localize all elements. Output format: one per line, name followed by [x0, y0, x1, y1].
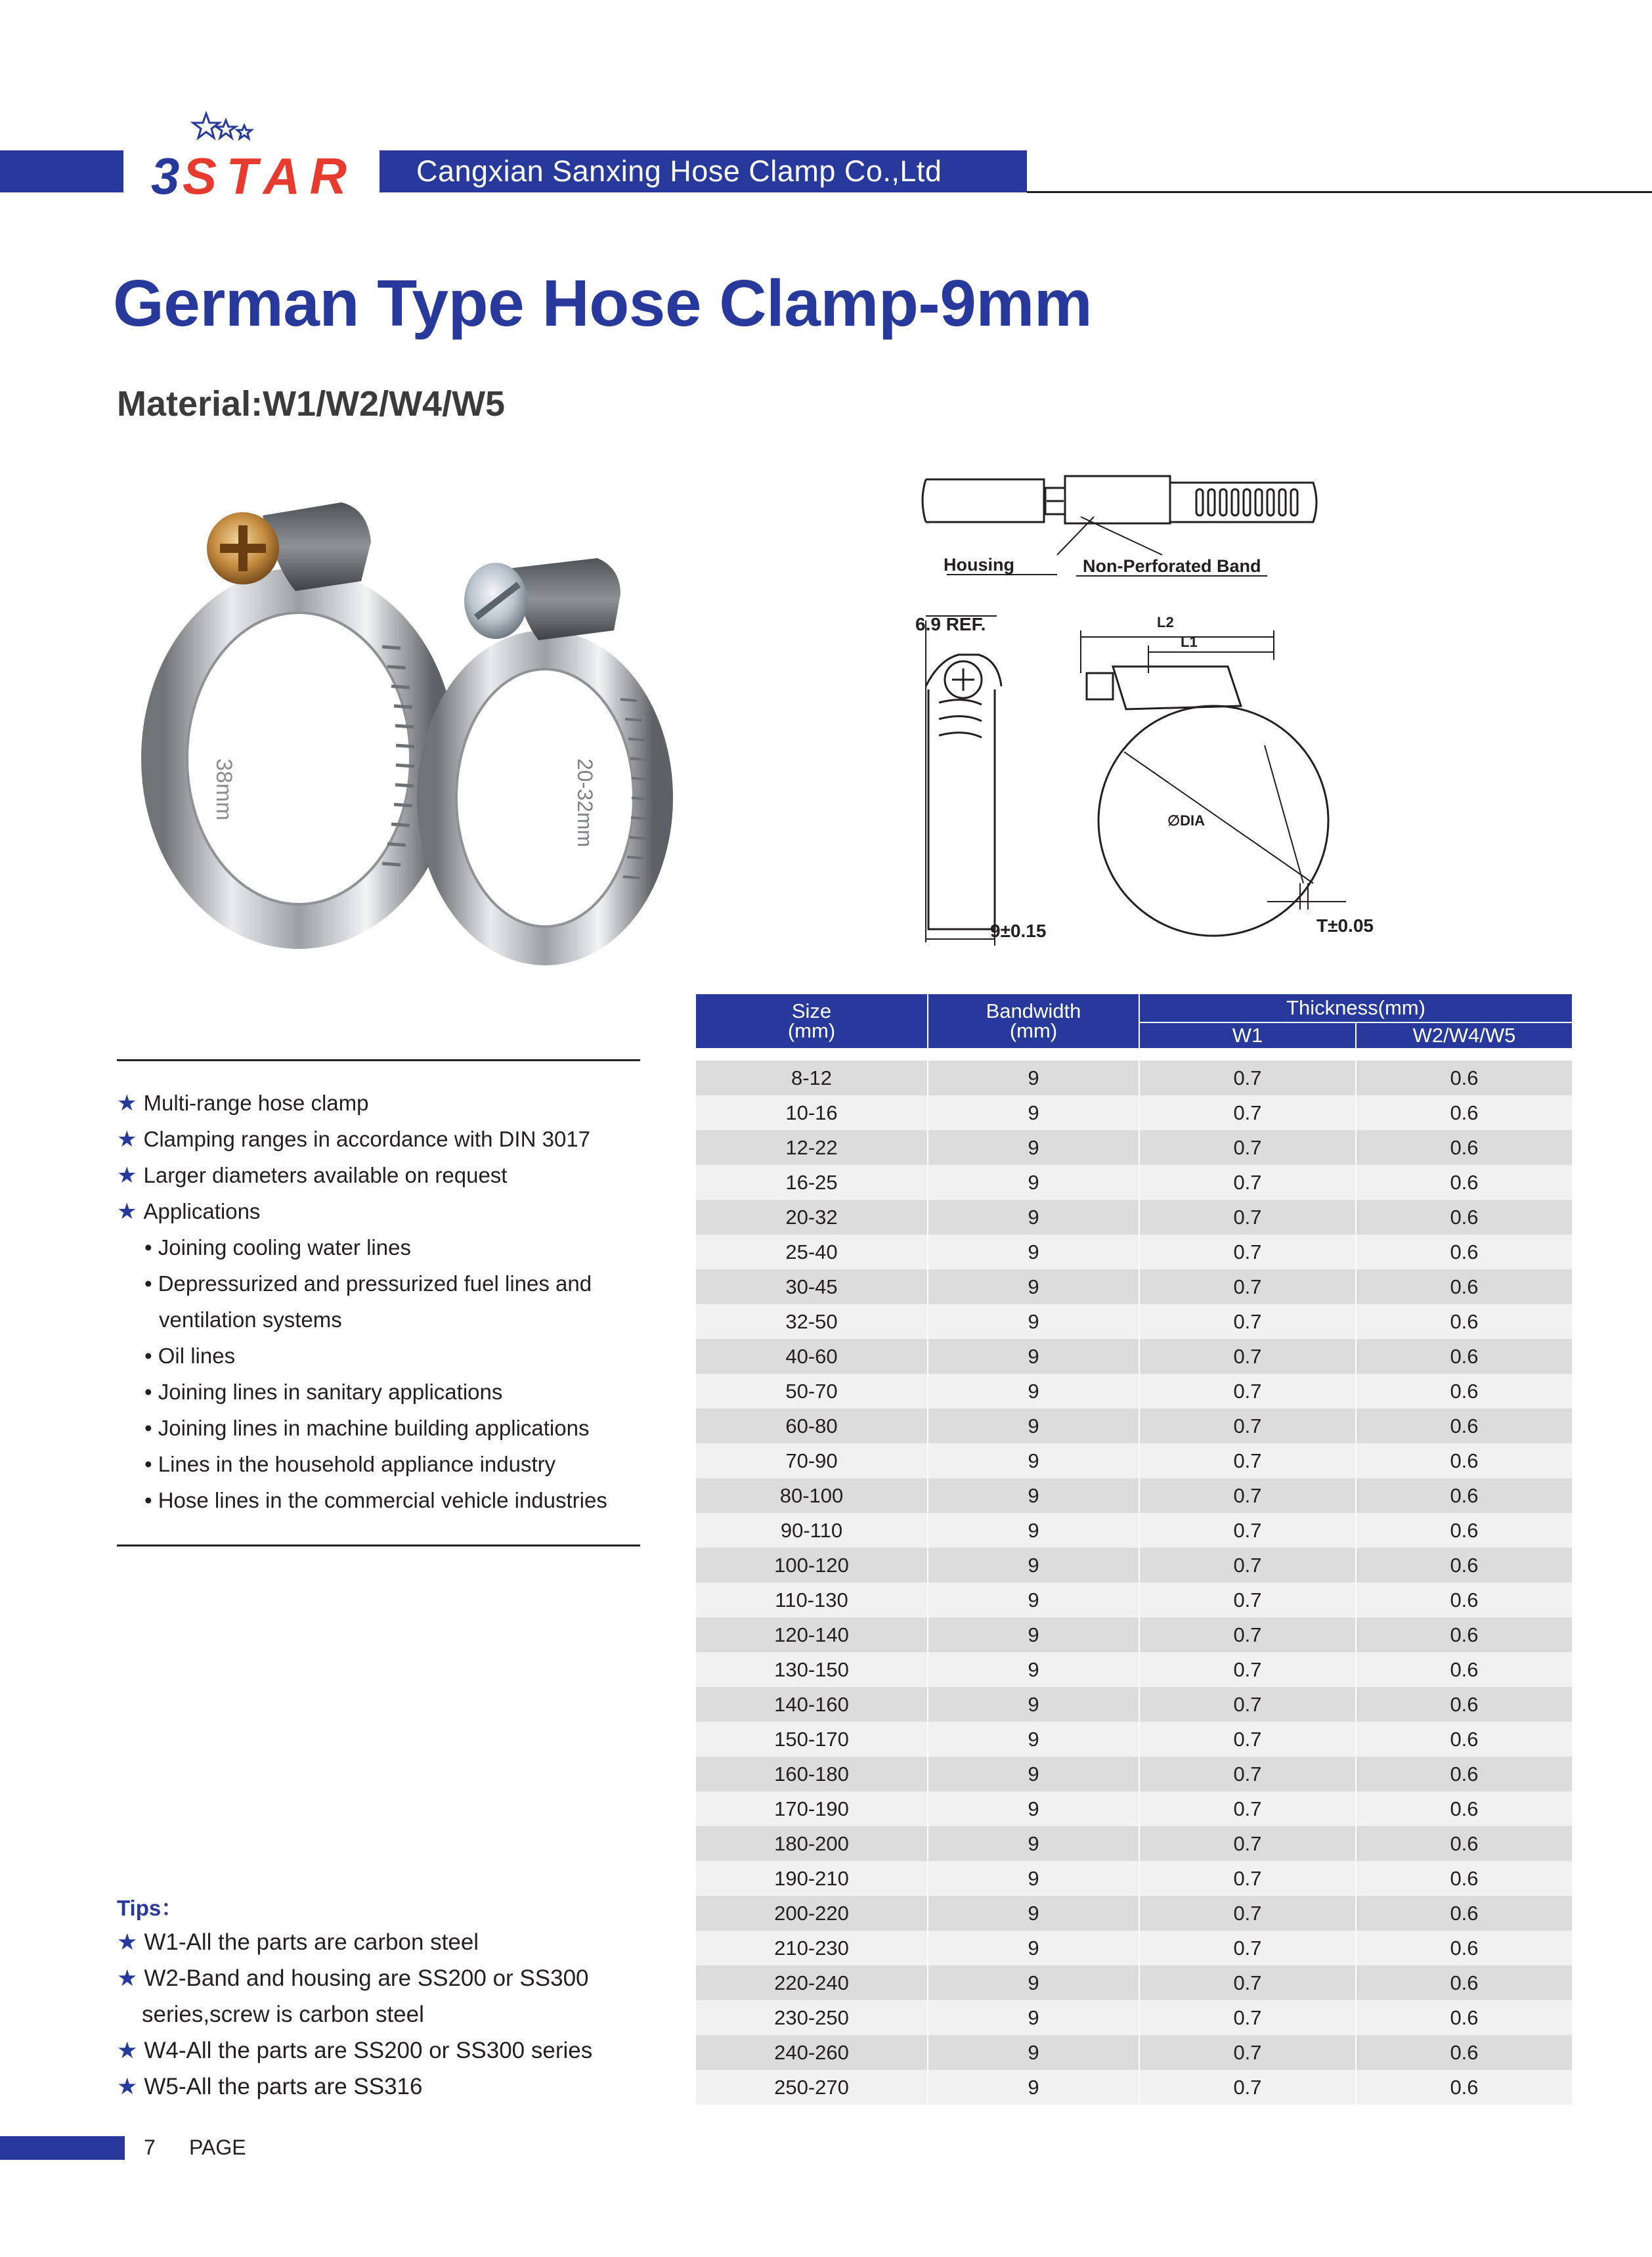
bandwidth-cell: 9: [928, 1165, 1139, 1200]
bandwidth-header: Bandwidth (mm): [928, 994, 1139, 1049]
size-cell: 16-25: [695, 1165, 928, 1200]
bandwidth-cell: 9: [928, 1791, 1139, 1826]
size-cell: 110-130: [695, 1583, 928, 1617]
bandwidth-cell: 9: [928, 1861, 1139, 1896]
table-row: [695, 2000, 1573, 2035]
bandwidth-cell: 9: [928, 1513, 1139, 1548]
w1-cell: 0.7: [1139, 1548, 1356, 1583]
size-cell: 60-80: [695, 1409, 928, 1443]
thickness-header: Thickness(mm): [1139, 994, 1573, 1022]
features-bottom-rule: [117, 1545, 640, 1546]
bandwidth-cell: 9: [928, 1548, 1139, 1583]
size-cell: 12-22: [695, 1130, 928, 1165]
w2-cell: 0.6: [1356, 1235, 1573, 1269]
w1-cell: 0.7: [1139, 1304, 1356, 1339]
size-cell: 170-190: [695, 1791, 928, 1826]
page-number: 7: [144, 2136, 156, 2159]
w2-cell: 0.6: [1356, 1687, 1573, 1722]
bandwidth-cell: 9: [928, 1409, 1139, 1443]
w1-cell: 0.7: [1139, 1583, 1356, 1617]
star-icon: ★: [117, 2038, 138, 2063]
bandwidth-cell: 9: [928, 2070, 1139, 2105]
w2-cell: 0.6: [1356, 1652, 1573, 1687]
table-row: [695, 1896, 1573, 1931]
table-spacer-row: [695, 1049, 1573, 1061]
table-row: [695, 1269, 1573, 1304]
w2-cell: 0.6: [1356, 1896, 1573, 1931]
size-header: Size (mm): [695, 994, 928, 1049]
table-row: [695, 1304, 1573, 1339]
table-row: [695, 1478, 1573, 1513]
feature-list: [117, 1085, 642, 1518]
band-label: Non-Perforated Band: [1083, 556, 1261, 576]
application-item: • Joining lines in sanitary applications: [144, 1380, 503, 1404]
bandwidth-cell: 9: [928, 1304, 1139, 1339]
bandwidth-cell: 9: [928, 1896, 1139, 1931]
bandwidth-cell: 9: [928, 2000, 1139, 2035]
w2-cell: 0.6: [1356, 1304, 1573, 1339]
feature-item: ★ Applications: [117, 1199, 261, 1224]
w1-cell: 0.7: [1139, 2035, 1356, 2070]
tip-item: ★ W2-Band and housing are SS200 or SS300: [117, 1965, 589, 1991]
bandwidth-cell: 9: [928, 1652, 1139, 1687]
w2-cell: 0.6: [1356, 1478, 1573, 1513]
size-cell: 100-120: [695, 1548, 928, 1583]
size-cell: 30-45: [695, 1269, 928, 1304]
l1-label: L1: [1181, 634, 1198, 650]
band-stamp-small: 20-32mm: [573, 758, 597, 848]
table-row: [695, 1548, 1573, 1583]
table-row: [695, 1652, 1573, 1687]
table-row: [695, 1791, 1573, 1826]
w1-cell: 0.7: [1139, 1339, 1356, 1374]
bandwidth-cell: 9: [928, 1339, 1139, 1374]
bandwidth-cell: 9: [928, 1722, 1139, 1757]
material-line: Material:W1/W2/W4/W5: [117, 384, 506, 424]
w2-cell: 0.6: [1356, 1269, 1573, 1304]
table-row: [695, 1374, 1573, 1409]
w2-cell: 0.6: [1356, 1339, 1573, 1374]
w1-header: W1: [1139, 1022, 1356, 1049]
application-item: • Joining lines in machine building applications: [144, 1416, 590, 1440]
w2-header: W2/W4/W5: [1356, 1022, 1573, 1049]
w1-cell: 0.7: [1139, 1200, 1356, 1235]
w1-cell: 0.7: [1139, 2070, 1356, 2105]
tips-list: [117, 1924, 642, 2105]
size-cell: 40-60: [695, 1339, 928, 1374]
w1-cell: 0.7: [1139, 1513, 1356, 1548]
size-cell: 20-32: [695, 1200, 928, 1235]
w2-cell: 0.6: [1356, 1374, 1573, 1409]
w1-cell: 0.7: [1139, 1478, 1356, 1513]
table-row: [695, 2035, 1573, 2070]
size-cell: 8-12: [695, 1061, 928, 1095]
feature-item: ★ Multi-range hose clamp: [117, 1091, 369, 1116]
w1-cell: 0.7: [1139, 1791, 1356, 1826]
w1-cell: 0.7: [1139, 1095, 1356, 1130]
w1-cell: 0.7: [1139, 1443, 1356, 1478]
table-row: [695, 1513, 1573, 1548]
footer-accent-bar: [0, 2136, 125, 2160]
star-icon: ★: [117, 1091, 137, 1116]
w1-cell: 0.7: [1139, 1896, 1356, 1931]
size-cell: 240-260: [695, 2035, 928, 2070]
size-cell: 32-50: [695, 1304, 928, 1339]
bandwidth-cell: 9: [928, 1617, 1139, 1652]
bandwidth-cell: 9: [928, 2035, 1139, 2070]
w1-cell: 0.7: [1139, 1931, 1356, 1965]
w1-cell: 0.7: [1139, 1130, 1356, 1165]
size-cell: 220-240: [695, 1965, 928, 2000]
w1-cell: 0.7: [1139, 1826, 1356, 1861]
feature-item: ★ Clamping ranges in accordance with DIN 3017: [117, 1127, 591, 1152]
table-row: [695, 1931, 1573, 1965]
star-icon: ★: [117, 1929, 138, 1955]
housing-label: Housing: [944, 555, 1014, 575]
bandwidth-cell: 9: [928, 1235, 1139, 1269]
bandwidth-cell: 9: [928, 1061, 1139, 1095]
size-cell: 130-150: [695, 1652, 928, 1687]
w1-cell: 0.7: [1139, 1965, 1356, 2000]
bandwidth-cell: 9: [928, 1478, 1139, 1513]
w1-cell: 0.7: [1139, 1235, 1356, 1269]
tip-item: series,screw is carbon steel: [142, 2002, 424, 2027]
w2-cell: 0.6: [1356, 1409, 1573, 1443]
product-photo: [125, 470, 703, 975]
feature-item: ★ Larger diameters available on request: [117, 1163, 508, 1188]
tip-item: ★ W5-All the parts are SS316: [117, 2074, 423, 2099]
w2-cell: 0.6: [1356, 1130, 1573, 1165]
header-accent-bar: [0, 150, 123, 192]
w2-cell: 0.6: [1356, 1061, 1573, 1095]
svg-text:STAR: STAR: [183, 147, 347, 200]
ref-label: 6.9 REF.: [915, 614, 986, 634]
table-row: [695, 1583, 1573, 1617]
w2-cell: 0.6: [1356, 1965, 1573, 2000]
bandwidth-cell: 9: [928, 1095, 1139, 1130]
w1-cell: 0.7: [1139, 1374, 1356, 1409]
table-row: [695, 1235, 1573, 1269]
svg-text:3: 3: [151, 147, 180, 200]
header-bar: [380, 150, 1027, 192]
table-row: [695, 1095, 1573, 1130]
w2-cell: 0.6: [1356, 1757, 1573, 1791]
w1-cell: 0.7: [1139, 1269, 1356, 1304]
size-cell: 180-200: [695, 1826, 928, 1861]
size-cell: 250-270: [695, 2070, 928, 2105]
w1-cell: 0.7: [1139, 1757, 1356, 1791]
application-item: • Oil lines: [144, 1344, 236, 1368]
size-cell: 120-140: [695, 1617, 928, 1652]
bandwidth-cell: 9: [928, 1443, 1139, 1478]
star-icon: ★: [117, 1199, 137, 1224]
table-row: [695, 1722, 1573, 1757]
size-cell: 80-100: [695, 1478, 928, 1513]
table-row: [695, 1826, 1573, 1861]
w2-cell: 0.6: [1356, 1443, 1573, 1478]
w2-cell: 0.6: [1356, 1861, 1573, 1896]
w2-cell: 0.6: [1356, 1583, 1573, 1617]
w2-cell: 0.6: [1356, 1931, 1573, 1965]
w2-cell: 0.6: [1356, 1513, 1573, 1548]
l2-label: L2: [1157, 614, 1174, 630]
technical-drawing: [900, 463, 1412, 962]
table-row: [695, 1687, 1573, 1722]
w2-cell: 0.6: [1356, 1722, 1573, 1757]
application-item: • Depressurized and pressurized fuel lines and: [144, 1271, 592, 1296]
w2-cell: 0.6: [1356, 2070, 1573, 2105]
w1-cell: 0.7: [1139, 1722, 1356, 1757]
application-item: • Hose lines in the commercial vehicle industries: [144, 1488, 607, 1512]
tip-item: ★ W1-All the parts are carbon steel: [117, 1929, 479, 1955]
size-cell: 210-230: [695, 1931, 928, 1965]
w1-cell: 0.7: [1139, 1861, 1356, 1896]
bandwidth-cell: 9: [928, 1826, 1139, 1861]
w2-cell: 0.6: [1356, 1791, 1573, 1826]
size-cell: 200-220: [695, 1896, 928, 1931]
size-cell: 90-110: [695, 1513, 928, 1548]
w2-cell: 0.6: [1356, 1548, 1573, 1583]
w1-cell: 0.7: [1139, 1409, 1356, 1443]
table-row: [695, 1409, 1573, 1443]
page-title: German Type Hose Clamp-9mm: [113, 267, 1093, 340]
width-label: 9±0.15: [990, 921, 1047, 941]
w1-cell: 0.7: [1139, 2000, 1356, 2035]
bandwidth-cell: 9: [928, 1200, 1139, 1235]
company-logo: [146, 108, 356, 200]
tips-title: Tips：: [117, 1896, 183, 1920]
w2-cell: 0.6: [1356, 2035, 1573, 2070]
size-cell: 50-70: [695, 1374, 928, 1409]
w2-cell: 0.6: [1356, 1165, 1573, 1200]
w2-cell: 0.6: [1356, 1095, 1573, 1130]
size-cell: 25-40: [695, 1235, 928, 1269]
tip-item: ★ W4-All the parts are SS200 or SS300 series: [117, 2038, 593, 2063]
size-cell: 140-160: [695, 1687, 928, 1722]
table-row: [695, 1617, 1573, 1652]
w1-cell: 0.7: [1139, 1061, 1356, 1095]
bandwidth-cell: 9: [928, 1269, 1139, 1304]
w1-cell: 0.7: [1139, 1652, 1356, 1687]
w2-cell: 0.6: [1356, 2000, 1573, 2035]
w2-cell: 0.6: [1356, 1826, 1573, 1861]
bandwidth-cell: 9: [928, 1687, 1139, 1722]
star-icon: ★: [117, 1965, 138, 1991]
spec-table: [695, 993, 1573, 2105]
w1-cell: 0.7: [1139, 1617, 1356, 1652]
header-rule: [1027, 191, 1652, 193]
application-item: ventilation systems: [159, 1307, 342, 1332]
application-item: • Lines in the household appliance industry: [144, 1452, 556, 1476]
size-cell: 150-170: [695, 1722, 928, 1757]
size-cell: 70-90: [695, 1443, 928, 1478]
star-icon: ★: [117, 1127, 137, 1152]
w1-cell: 0.7: [1139, 1687, 1356, 1722]
thickness-tolerance-label: T±0.05: [1316, 915, 1374, 936]
table-row: [695, 1757, 1573, 1791]
table-row: [695, 1061, 1573, 1095]
bandwidth-cell: 9: [928, 1757, 1139, 1791]
features-top-rule: [117, 1059, 640, 1061]
table-row: [695, 1861, 1573, 1896]
table-row: [695, 1339, 1573, 1374]
table-row: [695, 2070, 1573, 2105]
table-row: [695, 1130, 1573, 1165]
size-cell: 190-210: [695, 1861, 928, 1896]
bandwidth-cell: 9: [928, 1583, 1139, 1617]
bandwidth-cell: 9: [928, 1374, 1139, 1409]
w1-cell: 0.7: [1139, 1165, 1356, 1200]
w2-cell: 0.6: [1356, 1200, 1573, 1235]
w2-cell: 0.6: [1356, 1617, 1573, 1652]
application-item: • Joining cooling water lines: [144, 1235, 411, 1260]
size-cell: 230-250: [695, 2000, 928, 2035]
bandwidth-cell: 9: [928, 1965, 1139, 2000]
table-row: [695, 1200, 1573, 1235]
size-cell: 160-180: [695, 1757, 928, 1791]
star-icon: ★: [117, 1163, 137, 1188]
table-row: [695, 1965, 1573, 2000]
table-row: [695, 1443, 1573, 1478]
bandwidth-cell: 9: [928, 1130, 1139, 1165]
star-icon: ★: [117, 2074, 138, 2099]
page-label: PAGE: [189, 2136, 246, 2159]
dia-label: ∅DIA: [1167, 812, 1206, 829]
size-cell: 10-16: [695, 1095, 928, 1130]
table-row: [695, 1165, 1573, 1200]
band-stamp-large: 38mm: [211, 758, 236, 821]
company-name: Cangxian Sanxing Hose Clamp Co.,Ltd: [416, 154, 942, 188]
bandwidth-cell: 9: [928, 1931, 1139, 1965]
